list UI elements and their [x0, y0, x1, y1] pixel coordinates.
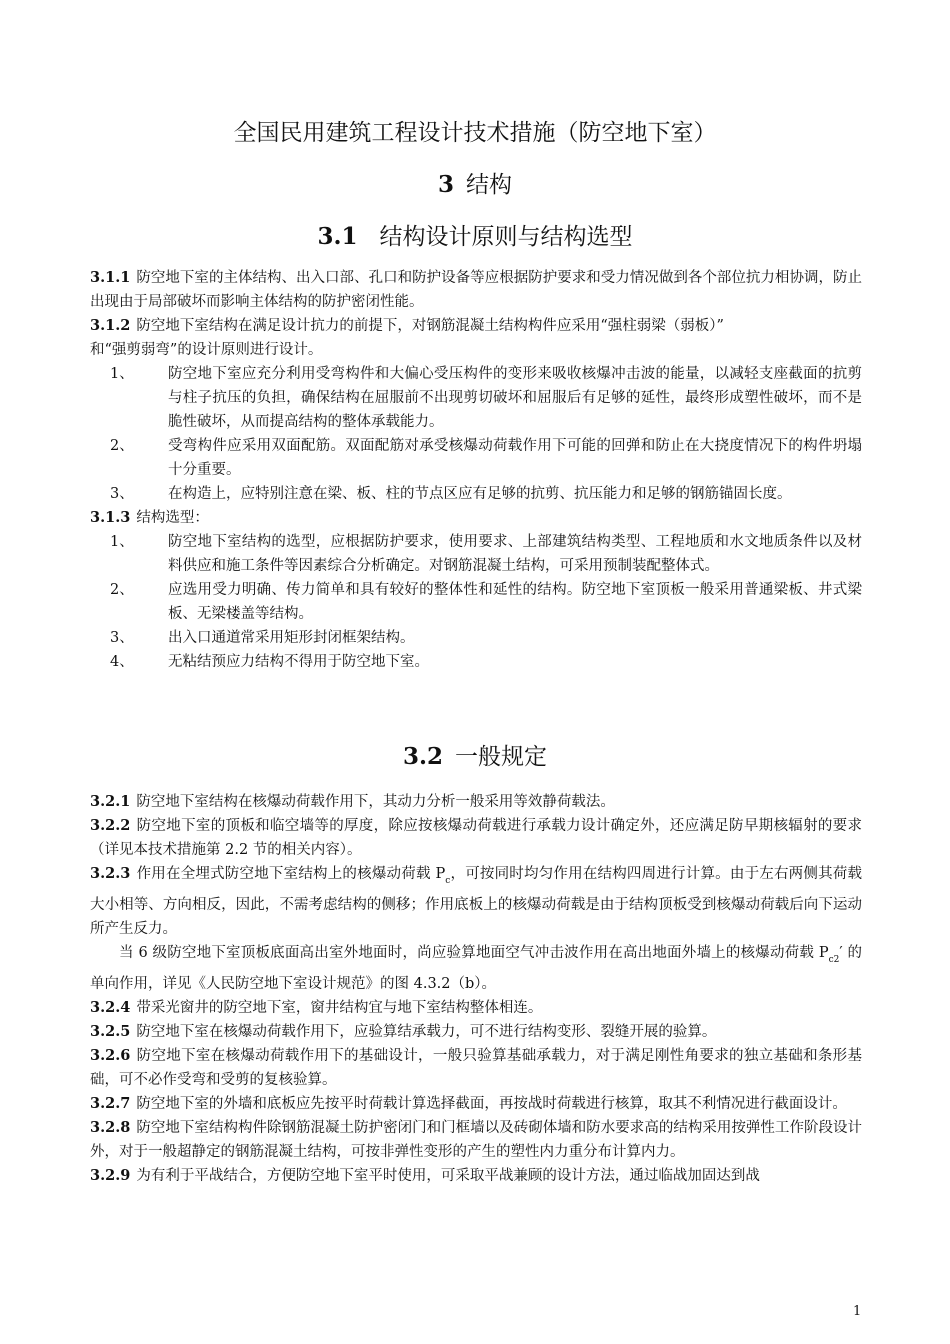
- clause-3-2-2: [90, 814, 862, 862]
- list-item-text: 无粘结预应力结构不得用于防空地下室。: [168, 654, 429, 670]
- clause-number: 3.2.6: [90, 1047, 131, 1064]
- clause-3-1-1: [90, 266, 862, 314]
- clause-number: 3.2.7: [90, 1095, 131, 1112]
- list-item-text: 防空地下室结构的选型，应根据防护要求，使用要求、上部建筑结构类型、工程地质和水文地质条件以及材料供应和施工条件等因素综合分析确定。对钢筋混凝土结构，可采用预制装配整体式。: [168, 534, 862, 574]
- clause-text: 防空地下室结构在核爆动荷载作用下，其动力分析一般采用等效静荷载法。: [136, 794, 615, 810]
- clause-3-2-3: [90, 862, 862, 941]
- list-item-number: 1、: [110, 366, 134, 382]
- clause-text: 作用在全埋式防空地下室结构上的核爆动荷载 P: [136, 866, 446, 882]
- section-3-2-title: [0, 740, 950, 774]
- list-item: [90, 482, 862, 506]
- clause-3-2-8: [90, 1116, 862, 1164]
- clause-text: 结构选型：: [136, 510, 209, 526]
- clause-3-2-4: [90, 996, 862, 1020]
- clause-number: 3.2.5: [90, 1023, 131, 1040]
- paragraph-text: 当 6 级防空地下室顶板底面高出室外地面时，尚应验算地面空气冲击波作用在高出地面外墙上的核爆动荷载 P: [119, 945, 829, 961]
- clause-number: 3.2.4: [90, 999, 131, 1016]
- document-title: 全国民用建筑工程设计技术措施（防空地下室）: [233, 120, 717, 146]
- clause-3-2-5: [90, 1020, 862, 1044]
- list-item-text: 出入口通道常采用矩形封闭框架结构。: [168, 630, 415, 646]
- clause-text: 防空地下室在核爆动荷载作用下的基础设计，一般只验算基础承载力，对于满足刚性角要求的独立基础和条形基础，可不必作受弯和受剪的复核验算。: [90, 1048, 862, 1088]
- list-item: [90, 362, 862, 434]
- list-item: [90, 578, 862, 626]
- clause-number: 3.1.3: [90, 509, 131, 526]
- list-item-number: 2、: [110, 438, 134, 454]
- clause-3-2-1: [90, 790, 862, 814]
- list-item-number: 3、: [110, 486, 134, 502]
- section-3-1-label: 结构设计原则与结构选型: [379, 224, 633, 250]
- clause-text-cont: ，可按同时均匀作用在结构四周进行计算。由于左右两侧其荷载大小相等、方向相反，因此，不需考虑结构的侧移；作用底板上的核爆动荷载是由于结构顶板受到核爆动荷载后向下运动所产生反力。: [90, 866, 862, 937]
- list-item: [90, 626, 862, 650]
- section-3-1-number: 3.1: [317, 223, 358, 250]
- clause-text: 防空地下室的主体结构、出入口部、孔口和防护设备等应根据防护要求和受力情况做到各个部位抗力相协调，防止出现由于局部破坏而影响主体结构的防护密闭性能。: [90, 270, 862, 310]
- clause-number: 3.1.1: [90, 269, 131, 286]
- page-number: 1: [853, 1304, 862, 1319]
- list-item-number: 1、: [110, 534, 134, 550]
- chapter-label: 结构: [466, 172, 512, 198]
- list-item-number: 3、: [110, 630, 134, 646]
- section-3-1-body: [90, 266, 862, 674]
- clause-number: 3.2.8: [90, 1119, 131, 1136]
- list-item-text: 受弯构件应采用双面配筋。双面配筋对承受核爆动荷载作用下可能的回弹和防止在大挠度情况下的构件坍塌十分重要。: [168, 438, 862, 478]
- section-3-2-body: [90, 790, 862, 1188]
- list-item-number: 4、: [110, 654, 134, 670]
- clause-number: 3.2.3: [90, 865, 131, 882]
- list-item: [90, 434, 862, 482]
- list-item: [90, 650, 862, 674]
- clause-text-cont: 和“强剪弱弯”的设计原则进行设计。: [90, 342, 323, 358]
- chapter-title: [0, 168, 950, 202]
- list-item: [90, 530, 862, 578]
- paragraph-text-cont: ′ 的单向作用，详见《人民防空地下室设计规范》的图 4.3.2（b）。: [90, 945, 862, 992]
- clause-number: 3.2.9: [90, 1167, 131, 1184]
- clause-text: 防空地下室的顶板和临空墙等的厚度，除应按核爆动荷载进行承载力设计确定外，还应满足防早期核辐射的要求（详见本技术措施第 2.2 节的相关内容）。: [90, 818, 862, 858]
- clause-text: 防空地下室在核爆动荷载作用下，应验算结承载力，可不进行结构变形、裂缝开展的验算。: [136, 1024, 717, 1040]
- clause-number: 3.1.2: [90, 317, 131, 334]
- list-item-text: 在构造上，应特别注意在梁、板、柱的节点区应有足够的抗剪、抗压能力和足够的钢筋锚固长度。: [168, 486, 792, 502]
- clause-text: 为有利于平战结合，方便防空地下室平时使用，可采取平战兼顾的设计方法，通过临战加固达到战: [136, 1168, 760, 1184]
- section-3-1-title: [0, 220, 950, 254]
- clause-number: 3.2.1: [90, 793, 131, 810]
- section-3-2-number: 3.2: [402, 743, 443, 770]
- clause-text: 防空地下室的外墙和底板应先按平时荷载计算选择截面，再按战时荷载进行核算，取其不利情况进行截面设计。: [136, 1096, 847, 1112]
- subscript: c: [445, 876, 451, 886]
- section-3-2-label: 一般规定: [455, 744, 547, 770]
- clause-3-2-3-paragraph: [90, 941, 862, 996]
- clause-text: 防空地下室结构构件除钢筋混凝土防护密闭门和门框墙以及砖砌体墙和防水要求高的结构采用按弹性工作阶段设计外，对于一般超静定的钢筋混凝土结构，可按非弹性变形的产生的塑性内力重分布计算内力。: [90, 1120, 862, 1160]
- clause-3-2-6: [90, 1044, 862, 1092]
- clause-3-1-3: [90, 506, 862, 530]
- subscript: c2: [828, 955, 840, 965]
- clause-3-1-2: [90, 314, 862, 362]
- clause-3-2-7: [90, 1092, 862, 1116]
- list-item-text: 防空地下室应充分利用受弯构件和大偏心受压构件的变形来吸收核爆冲击波的能量，以减轻支座截面的抗剪与柱子抗压的负担，确保结构在屈服前不出现剪切破坏和屈服后有足够的延性，最终形成塑性破坏，而不是脆性破坏，从而提高结构的整体承载能力。: [168, 366, 862, 430]
- list-item-text: 应选用受力明确、传力简单和具有较好的整体性和延性的结构。防空地下室顶板一般采用普通梁板、井式梁板、无梁楼盖等结构。: [168, 582, 862, 622]
- chapter-number: 3: [437, 171, 454, 198]
- clause-text: 带采光窗井的防空地下室，窗井结构宜与地下室结构整体相连。: [136, 1000, 543, 1016]
- clause-3-2-9: [90, 1164, 862, 1188]
- clause-text: 防空地下室结构在满足设计抗力的前提下，对钢筋混凝土结构构件应采用“强柱弱梁（弱板）”: [136, 318, 724, 334]
- clause-number: 3.2.2: [90, 817, 131, 834]
- list-item-number: 2、: [110, 582, 134, 598]
